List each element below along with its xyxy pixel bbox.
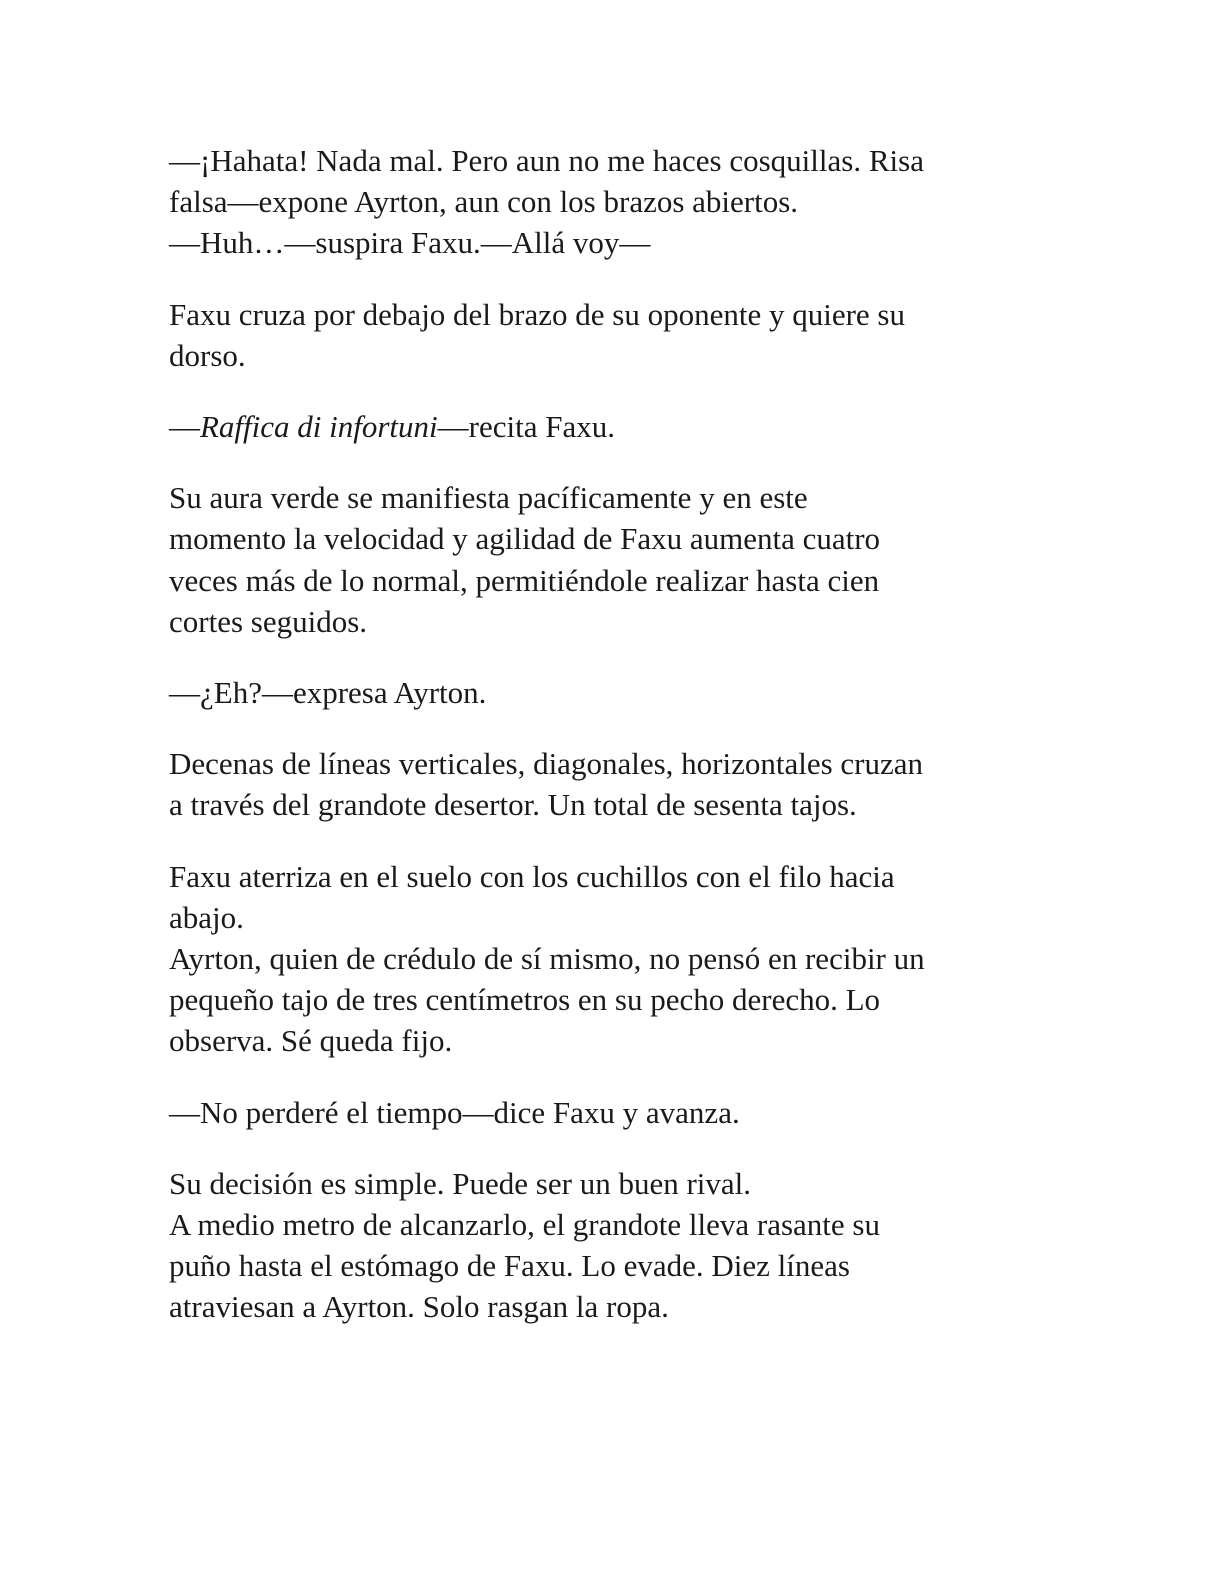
text-line: Ayrton, quien de crédulo de sí mismo, no pensó en recibir un	[169, 941, 925, 977]
text-line: cortes seguidos.	[169, 603, 368, 639]
text-line: —¿Eh?—expresa Ayrton.	[169, 675, 487, 711]
text-line: abajo.	[169, 899, 244, 935]
text-line: Decenas de líneas verticales, diagonales, horizontales cruzan	[169, 746, 923, 782]
paragraph	[169, 743, 1069, 825]
text-line: observa. Sé queda fijo.	[169, 1023, 453, 1059]
paragraph	[169, 294, 1069, 376]
paragraph	[169, 477, 1069, 642]
text-line	[169, 406, 1069, 447]
text-line: momento la velocidad y agilidad de Faxu aumenta cuatro	[169, 521, 881, 557]
text-line: a través del grandote desertor. Un total de sesenta tajos.	[169, 787, 857, 823]
italic-spell-name: Raffica di infortuni	[200, 409, 438, 445]
dialogue-dash: —	[169, 409, 200, 445]
paragraph	[169, 1163, 1069, 1328]
text-line: —Huh…—suspira Faxu.—Allá voy—	[169, 225, 651, 261]
paragraph	[169, 140, 1069, 264]
text-line: dorso.	[169, 337, 246, 373]
text-line: atraviesan a Ayrton. Solo rasgan la ropa.	[169, 1289, 669, 1325]
text-line: Su aura verde se manifiesta pacíficamente y en este	[169, 480, 808, 516]
text-line: veces más de lo normal, permitiéndole realizar hasta cien	[169, 562, 880, 598]
text-line: —No perderé el tiempo—dice Faxu y avanza.	[169, 1094, 740, 1130]
text-line: falsa—expone Ayrton, aun con los brazos abiertos.	[169, 184, 799, 220]
document-page	[169, 140, 1069, 1358]
paragraph	[169, 406, 1069, 447]
dialogue-tag: —recita Faxu.	[437, 409, 615, 445]
text-line: pequeño tajo de tres centímetros en su pecho derecho. Lo	[169, 982, 881, 1018]
text-line: A medio metro de alcanzarlo, el grandote lleva rasante su	[169, 1207, 880, 1243]
text-line: Faxu cruza por debajo del brazo de su oponente y quiere su	[169, 296, 905, 332]
paragraph	[169, 856, 1069, 1062]
text-line: Su decisión es simple. Puede ser un buen rival.	[169, 1165, 752, 1201]
paragraph	[169, 1092, 1069, 1133]
text-line: —¡Hahata! Nada mal. Pero aun no me haces cosquillas. Risa	[169, 143, 924, 178]
paragraph	[169, 672, 1069, 713]
text-line: puño hasta el estómago de Faxu. Lo evade. Diez líneas	[169, 1248, 850, 1284]
text-line: Faxu aterriza en el suelo con los cuchillos con el filo hacia	[169, 858, 895, 894]
